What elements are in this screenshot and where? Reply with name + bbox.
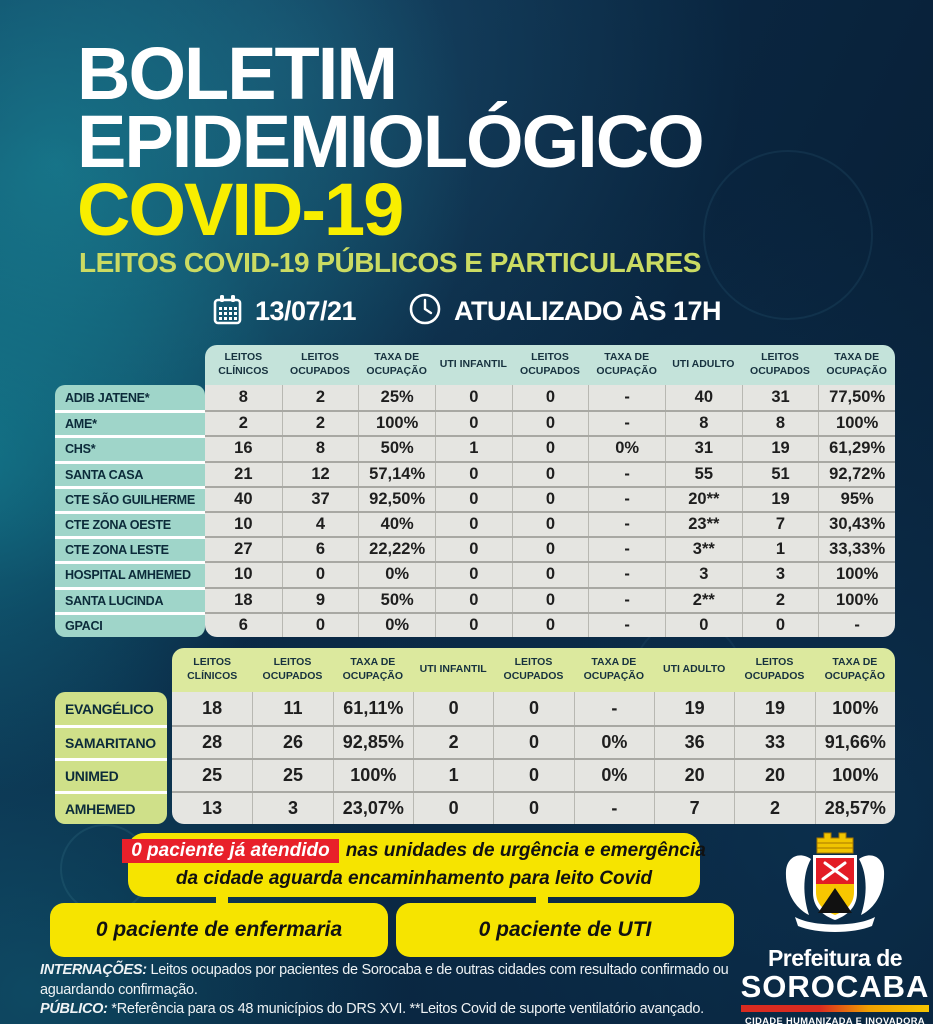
table-cell: 6: [282, 538, 359, 561]
table-cell: 40: [665, 385, 742, 410]
table-header: [205, 345, 895, 385]
page-title: [77, 32, 703, 251]
calendar-icon: [212, 293, 243, 331]
table-row: [172, 725, 895, 758]
table-cell: 100%: [818, 412, 895, 435]
table-cell: -: [588, 538, 665, 561]
city-logo: [737, 831, 933, 1024]
hospital-name: CTE ZONA LESTE: [55, 536, 205, 561]
table-cell: 0: [512, 488, 589, 511]
table-cell: 13: [202, 798, 223, 818]
table-cell: 2: [413, 727, 493, 758]
table-cell: 12: [282, 463, 359, 486]
column-header: TAXA DE OCUPAÇÃO: [824, 656, 886, 682]
table-cell: 23**: [665, 513, 742, 536]
table-cell: 0: [512, 463, 589, 486]
table-cell: -: [588, 513, 665, 536]
logo-prefeitura: Prefeitura de: [767, 945, 903, 971]
column-header: LEITOS OCUPADOS: [750, 351, 810, 377]
table-cell: 92,85%: [333, 727, 413, 758]
logo-stripe: [741, 1005, 929, 1012]
table-cell: 0: [435, 463, 512, 486]
table-cell: 0: [435, 614, 512, 637]
table-cell: 1: [413, 760, 493, 791]
table-cell: -: [588, 412, 665, 435]
table-row: [205, 536, 895, 561]
table-cell: 2: [282, 385, 359, 410]
table-row: [205, 511, 895, 536]
table-body: [172, 692, 895, 824]
table-cell: 0: [512, 437, 589, 460]
table-row: [205, 561, 895, 586]
table-cell: 0%: [358, 614, 435, 637]
table-cell: -: [588, 614, 665, 637]
table-cell: 10: [234, 565, 253, 584]
table-cell: 0: [512, 538, 589, 561]
footnote-internacoes: [40, 961, 732, 1000]
table-row: [205, 612, 895, 637]
table-cell: 0: [512, 412, 589, 435]
hospital-name: SANTA CASA: [55, 461, 205, 486]
table-cell: 21: [234, 464, 253, 483]
table-cell: 36: [654, 727, 734, 758]
column-header: LEITOS OCUPADOS: [520, 351, 580, 377]
table-cell: 23,07%: [333, 793, 413, 824]
title-line-2: EPIDEMIOLÓGICO: [77, 100, 703, 183]
table-cell: 3: [742, 563, 819, 586]
table-cell: 91,66%: [815, 727, 895, 758]
table-cell: 25: [202, 765, 223, 785]
table-cell: 0%: [588, 437, 665, 460]
table-row: [205, 410, 895, 435]
hospital-name: UNIMED: [55, 758, 167, 791]
table-cell: -: [574, 793, 654, 824]
table-cell: 50%: [358, 437, 435, 460]
hospital-name: AME*: [55, 410, 205, 435]
footnotes: [40, 961, 732, 1020]
highlighted-count: 0 paciente já atendido: [122, 839, 339, 863]
table-cell: 92,72%: [818, 463, 895, 486]
table-cell: 8: [238, 388, 248, 407]
callout-line1-text: nas unidades de urgência e emergência: [345, 840, 706, 861]
callout-line2-text: da cidade aguarda encaminhamento para leito Covid: [175, 868, 653, 889]
table-cell: 2: [282, 412, 359, 435]
coat-of-arms-icon: [773, 831, 897, 943]
hospital-name: GPACI: [55, 612, 205, 637]
private-hospitals-table: [55, 648, 895, 824]
table-cell: 8: [282, 437, 359, 460]
table-cell: 7: [742, 513, 819, 536]
column-header: LEITOS OCUPADOS: [262, 656, 323, 682]
footnote-publico: [40, 1000, 732, 1020]
table-cell: 27: [234, 540, 253, 559]
table-cell: 40: [234, 489, 253, 508]
table-cell: 28,57%: [815, 793, 895, 824]
table-cell: 61,29%: [818, 437, 895, 460]
table-cell: 57,14%: [358, 463, 435, 486]
table-cell: 31: [742, 385, 819, 410]
table-cell: 0: [512, 614, 589, 637]
table-cell: 6: [238, 615, 248, 634]
table-cell: 0: [512, 563, 589, 586]
table-cell: 9: [282, 589, 359, 612]
table-cell: 0: [435, 385, 512, 410]
footnote-text: *Referência para os 48 municípios do DRS XVI. **Leitos Covid de suporte ventilatório avançado.: [107, 1001, 704, 1017]
footnote-label: PÚBLICO:: [40, 1001, 108, 1017]
icu-patients-callout: 0 paciente de UTI: [396, 903, 734, 957]
table-cell: 0: [435, 538, 512, 561]
column-header: LEITOS CLÍNICOS: [187, 656, 238, 682]
column-header: TAXA DE OCUPAÇÃO: [342, 656, 404, 682]
table-cell: 3: [665, 563, 742, 586]
table-cell: 26: [252, 727, 332, 758]
ward-patients-callout: 0 paciente de enfermaria: [50, 903, 388, 957]
column-header: LEITOS OCUPADOS: [290, 351, 350, 377]
table-cell: 20**: [665, 488, 742, 511]
hospital-name: CTE ZONA OESTE: [55, 511, 205, 536]
table-cell: 18: [202, 698, 223, 718]
table-cell: 55: [665, 463, 742, 486]
table-cell: 16: [234, 439, 253, 458]
table-cell: -: [588, 463, 665, 486]
table-cell: 4: [282, 513, 359, 536]
table-body: [205, 385, 895, 637]
column-header: LEITOS OCUPADOS: [744, 656, 805, 682]
table-cell: -: [818, 614, 895, 637]
table-cell: 100%: [818, 563, 895, 586]
logo-sorocaba: SOROCABA: [740, 969, 930, 1004]
table-cell: 0: [493, 760, 573, 791]
table-row: [205, 587, 895, 612]
table-cell: 25: [252, 760, 332, 791]
table-cell: -: [574, 692, 654, 725]
table-cell: 100%: [815, 692, 895, 725]
column-header: UTI INFANTIL: [419, 663, 487, 676]
table-cell: 0: [493, 692, 573, 725]
table-cell: 37: [282, 488, 359, 511]
table-cell: 0: [282, 614, 359, 637]
page-subtitle: LEITOS COVID-19 PÚBLICOS E PARTICULARES: [79, 247, 701, 278]
clock-icon: [408, 292, 442, 331]
table-cell: 0%: [358, 563, 435, 586]
table-cell: 11: [252, 692, 332, 725]
table-cell: 3: [252, 793, 332, 824]
table-cell: 7: [654, 793, 734, 824]
table-cell: 0: [512, 513, 589, 536]
title-line-1: BOLETIM: [77, 32, 396, 115]
table-cell: 31: [665, 437, 742, 460]
column-header: UTI INFANTIL: [439, 358, 507, 371]
table-row: [205, 385, 895, 410]
table-row: [172, 758, 895, 791]
table-cell: 1: [742, 538, 819, 561]
footnote-label: INTERNAÇÕES:: [40, 962, 147, 978]
table-cell: 2: [238, 414, 248, 433]
table-row: [172, 791, 895, 824]
public-hospitals-table: [55, 345, 895, 637]
footnote-text: Leitos ocupados por pacientes de Sorocaba e de outras cidades com resultado confirmado ou aguardando confirmação.: [40, 962, 729, 998]
table-cell: 0%: [574, 727, 654, 758]
table-cell: 100%: [333, 760, 413, 791]
table-cell: 0: [493, 727, 573, 758]
table-cell: 33: [734, 727, 814, 758]
hospital-name: EVANGÉLICO: [65, 700, 154, 717]
table-cell: 77,50%: [818, 385, 895, 410]
table-cell: -: [588, 385, 665, 410]
table-cell: 2: [742, 589, 819, 612]
table-cell: 30,43%: [818, 513, 895, 536]
column-header: TAXA DE OCUPAÇÃO: [596, 351, 657, 377]
table-row: [205, 435, 895, 460]
column-header: LEITOS CLÍNICOS: [218, 351, 269, 377]
updated-time: ATUALIZADO ÀS 17H: [454, 296, 722, 326]
table-cell: 1: [435, 437, 512, 460]
table-cell: 92,50%: [358, 488, 435, 511]
table-cell: -: [588, 563, 665, 586]
column-header: UTI ADULTO: [663, 663, 726, 676]
table-cell: -: [588, 488, 665, 511]
title-line-covid: COVID-19: [77, 168, 403, 251]
table-cell: 25%: [358, 385, 435, 410]
table-row: [205, 486, 895, 511]
table-cell: 0: [435, 563, 512, 586]
table-cell: 0: [413, 793, 493, 824]
table-cell: 8: [665, 412, 742, 435]
hospital-name: SAMARITANO: [55, 725, 167, 758]
column-header: TAXA DE OCUPAÇÃO: [366, 351, 427, 377]
column-header: TAXA DE OCUPAÇÃO: [583, 656, 645, 682]
table-cell: 100%: [818, 589, 895, 612]
table-cell: 0: [493, 793, 573, 824]
hospital-name: HOSPITAL AMHEMED: [55, 561, 205, 586]
table-cell: 28: [202, 732, 223, 752]
hospital-name: AMHEMED: [55, 791, 167, 824]
table-cell: 0: [435, 488, 512, 511]
table-cell: -: [588, 589, 665, 612]
table-cell: 61,11%: [333, 692, 413, 725]
table-cell: 0: [435, 513, 512, 536]
table-cell: 100%: [358, 412, 435, 435]
table-cell: 0: [512, 385, 589, 410]
table-cell: 0: [665, 614, 742, 637]
table-cell: 50%: [358, 589, 435, 612]
table-cell: 20: [734, 760, 814, 791]
table-cell: 51: [742, 463, 819, 486]
logo-tagline: CIDADE HUMANIZADA E INOVADORA: [745, 1016, 925, 1024]
table-cell: 19: [654, 692, 734, 725]
table-cell: 0%: [574, 760, 654, 791]
column-header: UTI ADULTO: [672, 358, 735, 371]
table-cell: 8: [742, 412, 819, 435]
table-cell: 2**: [665, 589, 742, 612]
table-cell: 0: [435, 589, 512, 612]
date-row: [0, 292, 933, 331]
table-cell: 19: [742, 488, 819, 511]
bulletin-date: 13/07/21: [254, 296, 357, 326]
table-cell: 0: [413, 692, 493, 725]
table-cell: 19: [742, 437, 819, 460]
table-cell: 0: [742, 614, 819, 637]
table-cell: 18: [234, 590, 253, 609]
table-cell: 0: [282, 563, 359, 586]
table-cell: 40%: [358, 513, 435, 536]
table-cell: 95%: [818, 488, 895, 511]
table-cell: 2: [734, 793, 814, 824]
table-cell: 0: [435, 412, 512, 435]
hospital-labels: [55, 385, 205, 637]
table-row: [172, 692, 895, 725]
table-cell: 3**: [665, 538, 742, 561]
hospital-name: SANTA LUCINDA: [55, 587, 205, 612]
table-cell: 100%: [815, 760, 895, 791]
table-cell: 20: [654, 760, 734, 791]
table-cell: 22,22%: [358, 538, 435, 561]
hospital-name: CTE SÃO GUILHERME: [55, 486, 205, 511]
waiting-patients-callout: [128, 833, 706, 897]
table-cell: 33,33%: [818, 538, 895, 561]
table-row: [205, 461, 895, 486]
hospital-name: CHS*: [55, 435, 205, 460]
table-cell: 10: [234, 515, 253, 534]
column-header: TAXA DE OCUPAÇÃO: [826, 351, 887, 377]
table-cell: 19: [734, 692, 814, 725]
hospital-name: ADIB JATENE*: [65, 390, 150, 405]
table-header: [172, 648, 895, 692]
column-header: LEITOS OCUPADOS: [503, 656, 564, 682]
hospital-labels: [55, 692, 167, 824]
table-cell: 0: [512, 589, 589, 612]
